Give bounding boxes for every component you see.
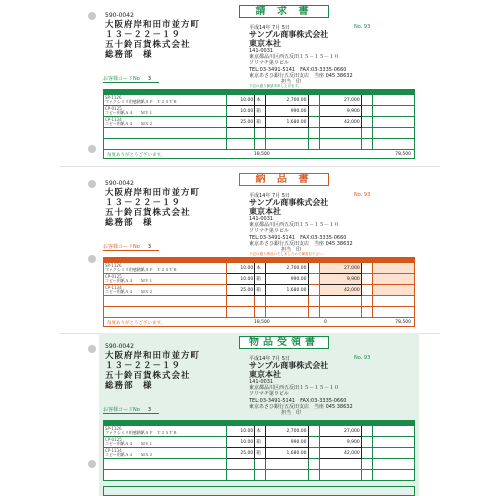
- sender-branch: 東京本社: [249, 207, 281, 216]
- item-code: SP-1126: [105, 263, 122, 268]
- blank-cell: [308, 274, 319, 285]
- sender-bldg: ソリマチ第９ビル: [249, 60, 289, 67]
- empty-cell: [319, 307, 361, 318]
- item-name-cell: [104, 95, 227, 106]
- sender-bldg: ソリマチ第９ビル: [249, 391, 289, 398]
- item-amount: 42,000: [319, 285, 361, 296]
- empty-cell: [266, 459, 308, 470]
- item-name-cell: [104, 448, 227, 459]
- item-amount: 42,000: [319, 117, 361, 128]
- item-price: 1,680.00: [266, 117, 308, 128]
- blank-cell: [308, 95, 319, 106]
- table-row: [104, 263, 415, 274]
- binder-hole: [88, 180, 96, 188]
- empty-cell: [361, 128, 372, 139]
- recipient-addr2: １３－２２－１９: [105, 361, 182, 371]
- empty-cell: [255, 459, 266, 470]
- table-row: [104, 285, 415, 296]
- empty-cell: [104, 296, 227, 307]
- sender-name: サンプル商事株式会社: [249, 198, 329, 207]
- blank-cell: [372, 426, 414, 437]
- sender-info: [249, 361, 353, 410]
- item-price: 2,700.00: [266, 263, 308, 274]
- sender-bank: 東京あさひ銀行五反田支店 当座 045 38632: [249, 72, 353, 79]
- issue-date: 平成14年 7月 5日: [249, 193, 290, 199]
- recipient-addr1: 大阪府岸和田市並方町: [105, 188, 201, 198]
- sender-bank: 東京あさひ銀行五反田支店 当座 045 38632: [249, 403, 353, 410]
- item-qty: 10.00: [227, 426, 255, 437]
- empty-cell: [319, 128, 361, 139]
- empty-cell: [266, 139, 308, 150]
- empty-cell: [319, 459, 361, 470]
- blank-cell: [308, 117, 319, 128]
- empty-cell: [227, 470, 255, 481]
- document-number: No. 93: [354, 24, 371, 30]
- item-amount: 27,000: [319, 263, 361, 274]
- item-unit: 箱: [255, 437, 266, 448]
- recipient-addr1: 大阪府岸和田市並方町: [105, 351, 201, 361]
- sender-postal: 141-0031: [249, 379, 274, 385]
- binder-hole: [88, 12, 96, 20]
- item-name: コピー用紙Ａ４ ＭＸ２: [105, 121, 153, 126]
- blank-cell: [308, 437, 319, 448]
- item-name-cell: [104, 426, 227, 437]
- sender-info: [249, 30, 353, 79]
- empty-cell: [372, 459, 414, 470]
- recipient-addr2: １３－２２－１９: [105, 198, 182, 208]
- staff-seal: 担当 印: [281, 79, 302, 85]
- table-footer: [103, 486, 415, 496]
- pretext: 下記の通り御請求申し上げます。: [249, 84, 302, 88]
- table-row-empty: [104, 459, 415, 470]
- empty-cell: [104, 470, 227, 481]
- customer-code-label: お客様コードNo: [103, 407, 140, 413]
- sender-postal: 141-0031: [249, 48, 274, 54]
- recipient-addr2: １３－２２－１９: [105, 30, 182, 40]
- item-unit: 本: [255, 426, 266, 437]
- sender-bldg: ソリマチ第９ビル: [249, 228, 289, 235]
- item-price: 2,700.00: [266, 426, 308, 437]
- table-row: [104, 95, 415, 106]
- blank-cell: [308, 263, 319, 274]
- items-table: [103, 89, 415, 150]
- customer-code: [103, 75, 159, 83]
- empty-cell: [227, 128, 255, 139]
- recipient-postal: 590-0042: [105, 343, 134, 350]
- document-number: No. 93: [354, 355, 371, 361]
- recipient-addr1: 大阪府岸和田市並方町: [105, 20, 201, 30]
- item-price: 2,700.00: [266, 95, 308, 106]
- empty-cell: [266, 128, 308, 139]
- empty-cell: [319, 139, 361, 150]
- sender-bank: 東京あさひ銀行五反田支店 当座 045 38632: [249, 240, 353, 247]
- table-row-empty: [104, 139, 415, 150]
- table-row: [104, 426, 415, 437]
- item-qty: 10.00: [227, 263, 255, 274]
- blank-cell: [308, 106, 319, 117]
- empty-cell: [372, 296, 414, 307]
- item-name-cell: [104, 106, 227, 117]
- footer-subtotal: 18,500: [254, 320, 270, 325]
- blank-cell: [372, 95, 414, 106]
- empty-cell: [372, 470, 414, 481]
- empty-cell: [308, 296, 319, 307]
- binder-hole: [88, 460, 96, 468]
- empty-cell: [308, 128, 319, 139]
- customer-code-value: 3: [147, 244, 151, 250]
- recipient-address: [105, 12, 200, 60]
- sender-postal: 141-0031: [249, 216, 274, 222]
- empty-cell: [308, 307, 319, 318]
- blank-cell: [361, 263, 372, 274]
- item-name-cell: [104, 263, 227, 274]
- pretext: 下記の通り納品いたしましたので御査収下さい。: [249, 252, 326, 256]
- blank-cell: [308, 426, 319, 437]
- sender-addr: 東京都品川区西五反田１５－１５－１０: [249, 385, 340, 392]
- staff-seal: 担当 印: [281, 247, 302, 253]
- empty-cell: [372, 307, 414, 318]
- blank-cell: [372, 274, 414, 285]
- empty-cell: [266, 296, 308, 307]
- item-name: コピー用紙Ａ４ ＭＶ１: [105, 110, 153, 115]
- items-table: [103, 257, 415, 318]
- empty-cell: [361, 470, 372, 481]
- recipient-postal: 590-0042: [105, 12, 134, 19]
- blank-cell: [372, 117, 414, 128]
- blank-cell: [372, 437, 414, 448]
- item-amount: 27,000: [319, 426, 361, 437]
- empty-cell: [104, 307, 227, 318]
- blank-cell: [361, 106, 372, 117]
- empty-cell: [227, 296, 255, 307]
- empty-cell: [255, 470, 266, 481]
- item-name-cell: [104, 437, 227, 448]
- item-name: ファクシミリ用感熱紙ＳＰ Ｔ２５ＴＢ: [105, 99, 177, 104]
- recipient-company: 五十鈴百貨株式会社: [105, 208, 191, 218]
- footer-subtotal: 18,500: [254, 152, 270, 157]
- recipient-address: [105, 180, 200, 228]
- recipient-dept: 総務部 様: [105, 381, 153, 391]
- item-code: SP-1126: [105, 95, 122, 100]
- item-unit: 箱: [255, 448, 266, 459]
- empty-cell: [104, 128, 227, 139]
- document-title: 納 品 書: [239, 173, 329, 186]
- sender-name: サンプル商事株式会社: [249, 361, 329, 370]
- binder-hole: [88, 145, 96, 153]
- item-unit: 本: [255, 95, 266, 106]
- binder-hole: [88, 345, 96, 353]
- recipient-dept: 総務部 様: [105, 50, 153, 60]
- customer-code-label: お客様コードNo: [103, 76, 140, 82]
- binder-hole: [88, 255, 96, 263]
- blank-cell: [361, 274, 372, 285]
- recipient-company: 五十鈴百貨株式会社: [105, 40, 191, 50]
- footer-total: 78,500: [395, 320, 411, 325]
- empty-cell: [255, 307, 266, 318]
- item-qty: 25.00: [227, 448, 255, 459]
- staff-seal: 担当 印: [281, 410, 302, 416]
- document-title: 請 求 書: [239, 5, 329, 18]
- table-footer: [103, 317, 415, 327]
- item-unit: 箱: [255, 274, 266, 285]
- table-row-empty: [104, 470, 415, 481]
- sender-tel: TEL:03-3491-5141 FAX:03-3335-0660: [249, 397, 347, 404]
- table-row: [104, 448, 415, 459]
- blank-cell: [361, 426, 372, 437]
- item-code: CP-1134: [105, 448, 122, 453]
- empty-cell: [308, 459, 319, 470]
- recipient-company: 五十鈴百貨株式会社: [105, 371, 191, 381]
- item-code: CP-0125: [105, 274, 122, 279]
- item-name-cell: [104, 117, 227, 128]
- item-code: CP-0125: [105, 106, 122, 111]
- item-name: ファクシミリ用感熱紙ＳＰ Ｔ２５ＴＢ: [105, 267, 177, 272]
- perforation-line: [60, 166, 440, 167]
- blank-cell: [372, 263, 414, 274]
- empty-cell: [319, 296, 361, 307]
- issue-date: 平成14年 7月 5日: [249, 25, 290, 31]
- item-price: 990.00: [266, 437, 308, 448]
- empty-cell: [227, 307, 255, 318]
- item-qty: 10.00: [227, 437, 255, 448]
- item-amount: 9,900: [319, 274, 361, 285]
- item-unit: 本: [255, 263, 266, 274]
- table-footer: [103, 149, 415, 159]
- footer-tax: 0: [324, 320, 327, 325]
- sender-tel: TEL:03-3491-5141 FAX:03-3335-0660: [249, 66, 347, 73]
- item-price: 990.00: [266, 274, 308, 285]
- item-price: 1,680.00: [266, 448, 308, 459]
- item-qty: 10.00: [227, 95, 255, 106]
- blank-cell: [308, 448, 319, 459]
- customer-code: [103, 406, 159, 414]
- empty-cell: [104, 459, 227, 470]
- item-name: コピー用紙Ａ４ ＭＶ１: [105, 278, 153, 283]
- item-code: SP-1126: [105, 426, 122, 431]
- item-name-cell: [104, 274, 227, 285]
- item-code: CP-0125: [105, 437, 122, 442]
- items-table: [103, 420, 415, 481]
- item-price: 990.00: [266, 106, 308, 117]
- table-row-empty: [104, 307, 415, 318]
- table-row-empty: [104, 296, 415, 307]
- footer-total: 78,500: [395, 152, 411, 157]
- blank-cell: [372, 106, 414, 117]
- empty-cell: [361, 459, 372, 470]
- issue-date: 平成14年 7月 5日: [249, 356, 290, 362]
- blank-cell: [372, 285, 414, 296]
- empty-cell: [361, 307, 372, 318]
- empty-cell: [308, 139, 319, 150]
- document-title: 物品受領書: [239, 336, 329, 349]
- item-unit: 箱: [255, 285, 266, 296]
- table-row: [104, 274, 415, 285]
- item-qty: 25.00: [227, 117, 255, 128]
- item-qty: 25.00: [227, 285, 255, 296]
- item-name: コピー用紙Ａ４ ＭＸ２: [105, 289, 153, 294]
- customer-code: [103, 243, 159, 251]
- empty-cell: [255, 128, 266, 139]
- empty-cell: [104, 139, 227, 150]
- blank-cell: [372, 448, 414, 459]
- blank-cell: [361, 448, 372, 459]
- invoice-sheet: [99, 2, 419, 162]
- item-amount: 9,900: [319, 437, 361, 448]
- table-row-empty: [104, 128, 415, 139]
- item-code: CP-1134: [105, 285, 122, 290]
- empty-cell: [372, 128, 414, 139]
- item-qty: 10.00: [227, 106, 255, 117]
- customer-code-value: 3: [147, 407, 151, 413]
- item-name: ファクシミリ用感熱紙ＳＰ Ｔ２５ＴＢ: [105, 430, 177, 435]
- blank-cell: [361, 285, 372, 296]
- blank-cell: [361, 117, 372, 128]
- empty-cell: [308, 470, 319, 481]
- item-amount: 9,900: [319, 106, 361, 117]
- footer-note: 毎度ありがとうございます。: [107, 321, 166, 326]
- item-name: コピー用紙Ａ４ ＭＸ２: [105, 452, 153, 457]
- empty-cell: [227, 139, 255, 150]
- recipient-postal: 590-0042: [105, 180, 134, 187]
- empty-cell: [255, 296, 266, 307]
- empty-cell: [266, 470, 308, 481]
- item-qty: 10.00: [227, 274, 255, 285]
- item-name-cell: [104, 285, 227, 296]
- blank-cell: [361, 437, 372, 448]
- table-row: [104, 117, 415, 128]
- empty-cell: [227, 459, 255, 470]
- receipt-sheet: [99, 333, 419, 496]
- item-price: 1,680.00: [266, 285, 308, 296]
- empty-cell: [255, 139, 266, 150]
- sender-info: [249, 198, 353, 247]
- empty-cell: [266, 307, 308, 318]
- table-row: [104, 106, 415, 117]
- blank-cell: [308, 285, 319, 296]
- document-number: No. 93: [354, 192, 371, 198]
- empty-cell: [319, 470, 361, 481]
- customer-code-value: 3: [147, 76, 151, 82]
- item-amount: 27,000: [319, 95, 361, 106]
- table-row: [104, 437, 415, 448]
- blank-cell: [361, 95, 372, 106]
- empty-cell: [372, 139, 414, 150]
- item-name: コピー用紙Ａ４ ＭＶ１: [105, 441, 153, 446]
- sender-branch: 東京本社: [249, 370, 281, 379]
- customer-code-label: お客様コードNo: [103, 244, 140, 250]
- item-unit: 箱: [255, 106, 266, 117]
- item-unit: 箱: [255, 117, 266, 128]
- recipient-dept: 総務部 様: [105, 218, 153, 228]
- delivery-note-sheet: [99, 170, 419, 333]
- empty-cell: [361, 139, 372, 150]
- sender-addr: 東京都品川区西五反田１５－１５－１０: [249, 54, 340, 61]
- sender-addr: 東京都品川区西五反田１５－１５－１０: [249, 222, 340, 229]
- sender-branch: 東京本社: [249, 39, 281, 48]
- sender-name: サンプル商事株式会社: [249, 30, 329, 39]
- item-amount: 42,000: [319, 448, 361, 459]
- empty-cell: [361, 296, 372, 307]
- footer-note: 毎度ありがとうございます。: [107, 153, 166, 158]
- item-code: CP-1134: [105, 117, 122, 122]
- recipient-address: [105, 343, 200, 391]
- sender-tel: TEL:03-3491-5141 FAX:03-3335-0660: [249, 234, 347, 241]
